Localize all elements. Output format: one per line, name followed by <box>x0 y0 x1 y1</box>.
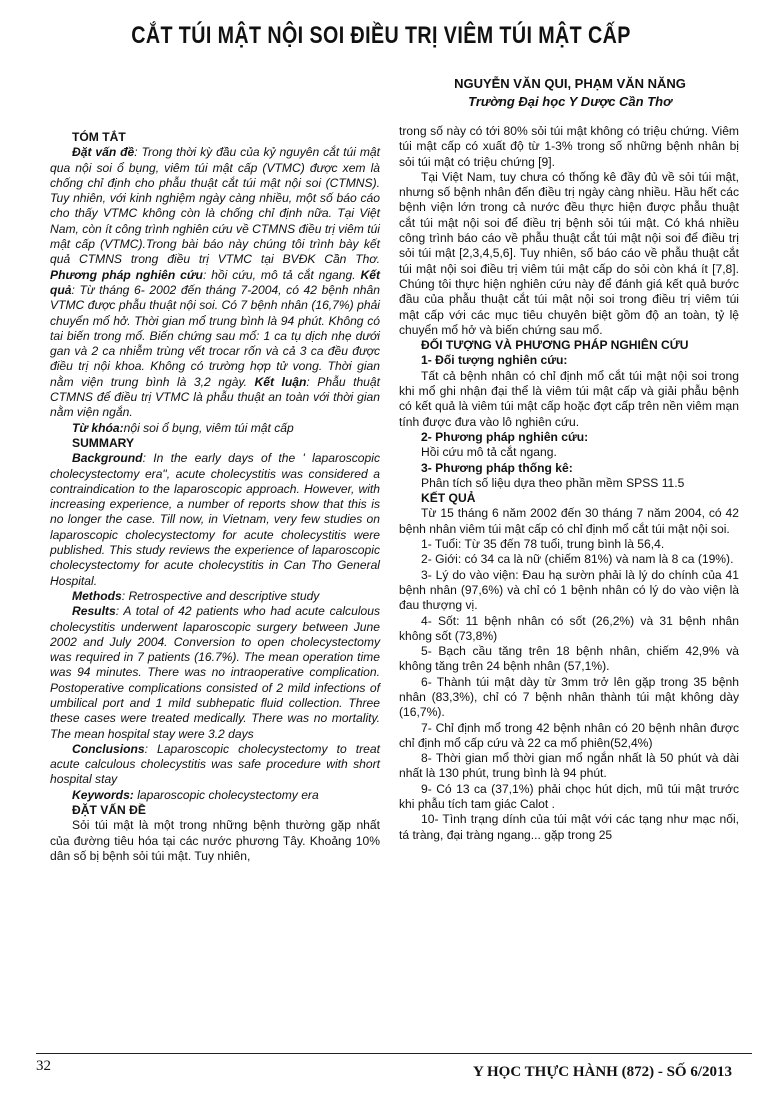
authors: NGUYỄN VĂN QUI, PHẠM VĂN NĂNG <box>454 76 686 91</box>
label-results-vn: Kết quả <box>50 267 380 297</box>
affiliation: Trường Đại học Y Dược Cần Thơ <box>468 94 672 109</box>
label-conclusions: Conclusions <box>72 741 145 756</box>
result-item: 2- Giới: có 34 ca là nữ (chiếm 81%) và nam là 8 ca (19%). <box>421 552 734 567</box>
subheading-statistics: 3- Phương pháp thống kê: <box>421 460 573 475</box>
intro-paragraph: Sỏi túi mật là một trong những bệnh thường gặp nhất của đường tiêu hóa tại các nước phương Tây. Khoảng 10% dân số bị bệnh sỏi túi mật. Tuy nhiên, <box>50 818 380 863</box>
intro-heading: ĐẶT VẤN ĐỀ <box>72 803 146 818</box>
result-item: 4- Sốt: 11 bệnh nhân có sốt (26,2%) và 31 bệnh nhân không sốt (73,8%) <box>399 613 739 643</box>
statistics-paragraph: Phân tích số liệu dựa theo phần mềm SPSS 11.5 <box>421 475 685 490</box>
journal-citation: Y HỌC THỰC HÀNH (872) - SỐ 6/2013 <box>472 1064 732 1080</box>
results-heading: KẾT QUẢ <box>421 491 476 506</box>
page-number: 32 <box>36 1058 51 1074</box>
result-item: 9- Có 13 ca (37,1%) phải chọc hút dịch, mũ túi mật trước khi phẫu tích tam giác Calot . <box>399 781 739 812</box>
text-results-vn: : Từ tháng 6- 2002 đến tháng 7-2004, có 42 bệnh nhân VTMC được phẫu thuật nội soi. Có 7 bệnh nhân (16,7%) phải chuyển mổ hở. Thời gian mổ trung bình là 94 phút. Không có tai biến trong mổ. Biến chứng sau mổ: 1 ca tụ dịch nhẹ dưới gan và 2 ca nhiễm trùng vết trocar rốn và cả 3 ca đều được điều trị nội khoa. Không có trường hợp tử vong. Thời gian nằm viện trung bình là 3,2 ngày. <box>50 282 380 389</box>
result-item: 5- Bạch cầu tăng trên 18 bệnh nhân, chiếm 42,9% và không tăng trên 24 bệnh nhân (57,1%). <box>399 644 739 674</box>
keywords-vn <box>50 421 380 436</box>
subheading-method: 2- Phương pháp nghiên cứu: <box>421 429 589 444</box>
text-results: : A total of 42 patients who had acute calculous cholecystitis underwent laparoscopic surgery between June 2002 and July 2004. Conversion to open cholecystectomy was required in 7 patients (16.7%). The mean operation time was 94 minutes. There was no intraoperative complication. Postoperative complications consisted of 2 mild infections of umbilical port and 1 mild subhepatic fluid collection. Three these cases were treated medically. There was no mortality. The mean hospital stay were 3.2 days <box>50 604 380 741</box>
summary-results <box>50 604 380 742</box>
text-methods: : Retrospective and descriptive study <box>121 588 320 603</box>
result-item: 1- Tuổi: Từ 35 đến 78 tuổi, trung bình là 56,4. <box>421 537 665 552</box>
methods-heading: ĐỐI TƯỢNG VÀ PHƯƠNG PHÁP NGHIÊN CỨU <box>421 338 689 353</box>
summary-background <box>50 451 380 589</box>
summary-keywords <box>50 788 380 803</box>
footer-divider <box>36 1053 752 1054</box>
results-intro: Từ 15 tháng 6 năm 2002 đến 30 tháng 7 năm 2004, có 42 bệnh nhân viêm túi mật cấp có chỉ định mổ cắt túi mật nội soi. <box>399 506 739 536</box>
left-column <box>50 130 380 864</box>
text-conclusion-vn: : Phẫu thuật CTMNS để điều trị VTMC là phẫu thuật an toàn với thời gian nằm viện ngắn. <box>50 374 380 420</box>
result-item: 6- Thành túi mật dày từ 3mm trở lên gặp trong 35 bệnh nhân (83,3%), chỉ có 7 bệnh nhân thành túi mật không dày (16,7%). <box>399 674 739 720</box>
label-keywords-vn: Từ khóa: <box>72 420 124 435</box>
summary-methods <box>50 589 380 604</box>
label-keywords: Keywords: <box>72 787 134 802</box>
label-dat-van-de: Đặt vấn đề <box>72 145 135 160</box>
result-item: 10- Tình trạng dính của túi mật với các tạng như mạc nối, tá tràng, đại tràng ngang... gặp trong 25 <box>399 812 739 842</box>
label-methods-vn: Phương pháp nghiên cứu <box>50 267 203 282</box>
intro-continued: trong số này có tới 80% sỏi túi mật không có triệu chứng. Viêm túi mật cấp có xuất độ từ 1-3% trong số những bệnh nhân bị sỏi túi mật có triệu chứng [9]. <box>399 124 739 169</box>
intro-paragraph-2: Tại Việt Nam, tuy chưa có thống kê đầy đủ về sỏi túi mật, nhưng số bệnh nhân đến điều trị ngày càng nhiều. Hầu hết các bệnh viện lớn trong cả nước đều thực hiện được phẫu thuật cắt túi mật nội soi để điều trị bệnh sỏi túi mật. Có khá nhiều công trình báo cáo về phẫu thuật cắt túi mật nội soi để điều trị sỏi túi mật [2,3,4,5,6]. Tuy nhiên, số báo cáo về phẫu thuật cắt túi mật nội soi điều trị viêm túi mật cấp do sỏi còn khá ít [7,8]. Chúng tôi thực hiện nghiên cứu này để đánh giá kết quả bước đầu của phẫu thuật cắt túi mật nội soi trong điều trị viêm túi mật cấp với các mục tiêu chuyên biệt gồm độ an toàn, tỷ lệ chuyển mổ hở và biến chứng sau mổ. <box>399 169 739 337</box>
text-keywords: laparoscopic cholecystectomy era <box>133 787 319 802</box>
summary-conclusions <box>50 742 380 788</box>
text-conclusions: : Laparoscopic cholecystectomy to treat acute calculous cholecystitis was safe procedure with short hospital stay <box>50 741 380 787</box>
text-keywords-vn: nội soi ổ bụng, viêm túi mật cấp <box>123 420 294 435</box>
label-results: Results <box>72 604 116 619</box>
summary-heading: SUMMARY <box>72 435 135 450</box>
result-item: 3- Lý do vào viện: Đau hạ sườn phải là lý do chính của 41 bệnh nhân (97,6%) và chỉ có 1 bệnh nhân có lý do vào viện là đau thượng vị. <box>399 567 739 613</box>
result-item: 8- Thời gian mổ thời gian mổ ngắn nhất là 50 phút và dài nhất là 130 phút, trung bình là 94 phút. <box>399 751 739 781</box>
article-title: CẮT TÚI MẬT NỘI SOI ĐIỀU TRỊ VIÊM TÚI MẬT CẤP <box>131 22 631 49</box>
method-paragraph: Hồi cứu mô tả cắt ngang. <box>421 445 557 460</box>
text-methods-vn: : hồi cứu, mô tả cắt ngang. <box>202 267 356 282</box>
label-methods: Methods <box>72 588 122 603</box>
label-conclusion-vn: Kết luận <box>254 374 307 389</box>
subjects-paragraph: Tất cả bệnh nhân có chỉ định mổ cắt túi mật nội soi trong khi mổ ghi nhận đại thể là viêm túi mật cấp và giải phẫu bệnh có kết quả là viêm túi mật cấp hoặc đợt cấp trên nền viêm mạn tính được đưa vào lô nghiên cứu. <box>399 368 739 429</box>
right-column <box>399 124 739 843</box>
abstract-background <box>50 145 380 420</box>
text-background: : In the early days of the ' laparoscopic cholecystectomy era", acute cholecystitis was considered a contraindication to the laparoscopic approach. However, with increasing experience, a number of reports show that this is no longer the case. Till now, in Vietnam, very few studies on laparoscopic cholecystectomy for acute cholecystitis were published. This study reviews the experience of laparoscopic cholecystectomy for acute cholecystitis in Can Tho General Hospital. <box>50 451 380 588</box>
text-dat-van-de: : Trong thời kỳ đầu của kỷ nguyên cắt túi mật qua nội soi ổ bụng, viêm túi mật cấp (VTMC) được xem là chống chỉ định cho phẫu thuật cắt túi mật nội soi (CTMNS). Tuy nhiên, với kinh nghiệm ngày càng nhiều, một số báo cáo cho thấy VTMC không còn là chống chỉ định nữa. Tại Việt Nam, còn ít công trình nghiên cứu về CTMNS điều trị viêm túi mật cấp (VTMC).Trong bài báo này chúng tôi trình bày kết quả CTMNS trong điều trị VTMC tại BVĐK Cần Thơ. <box>50 145 380 267</box>
label-background: Background <box>72 451 143 466</box>
abstract-heading: TÓM TẮT <box>72 130 126 144</box>
subheading-subjects: 1- Đối tượng nghiên cứu: <box>421 353 568 368</box>
result-item: 7- Chỉ định mổ trong 42 bệnh nhân có 20 bệnh nhân được chỉ định mổ cấp cứu và 22 ca mổ phiên(52,4%) <box>399 720 739 750</box>
